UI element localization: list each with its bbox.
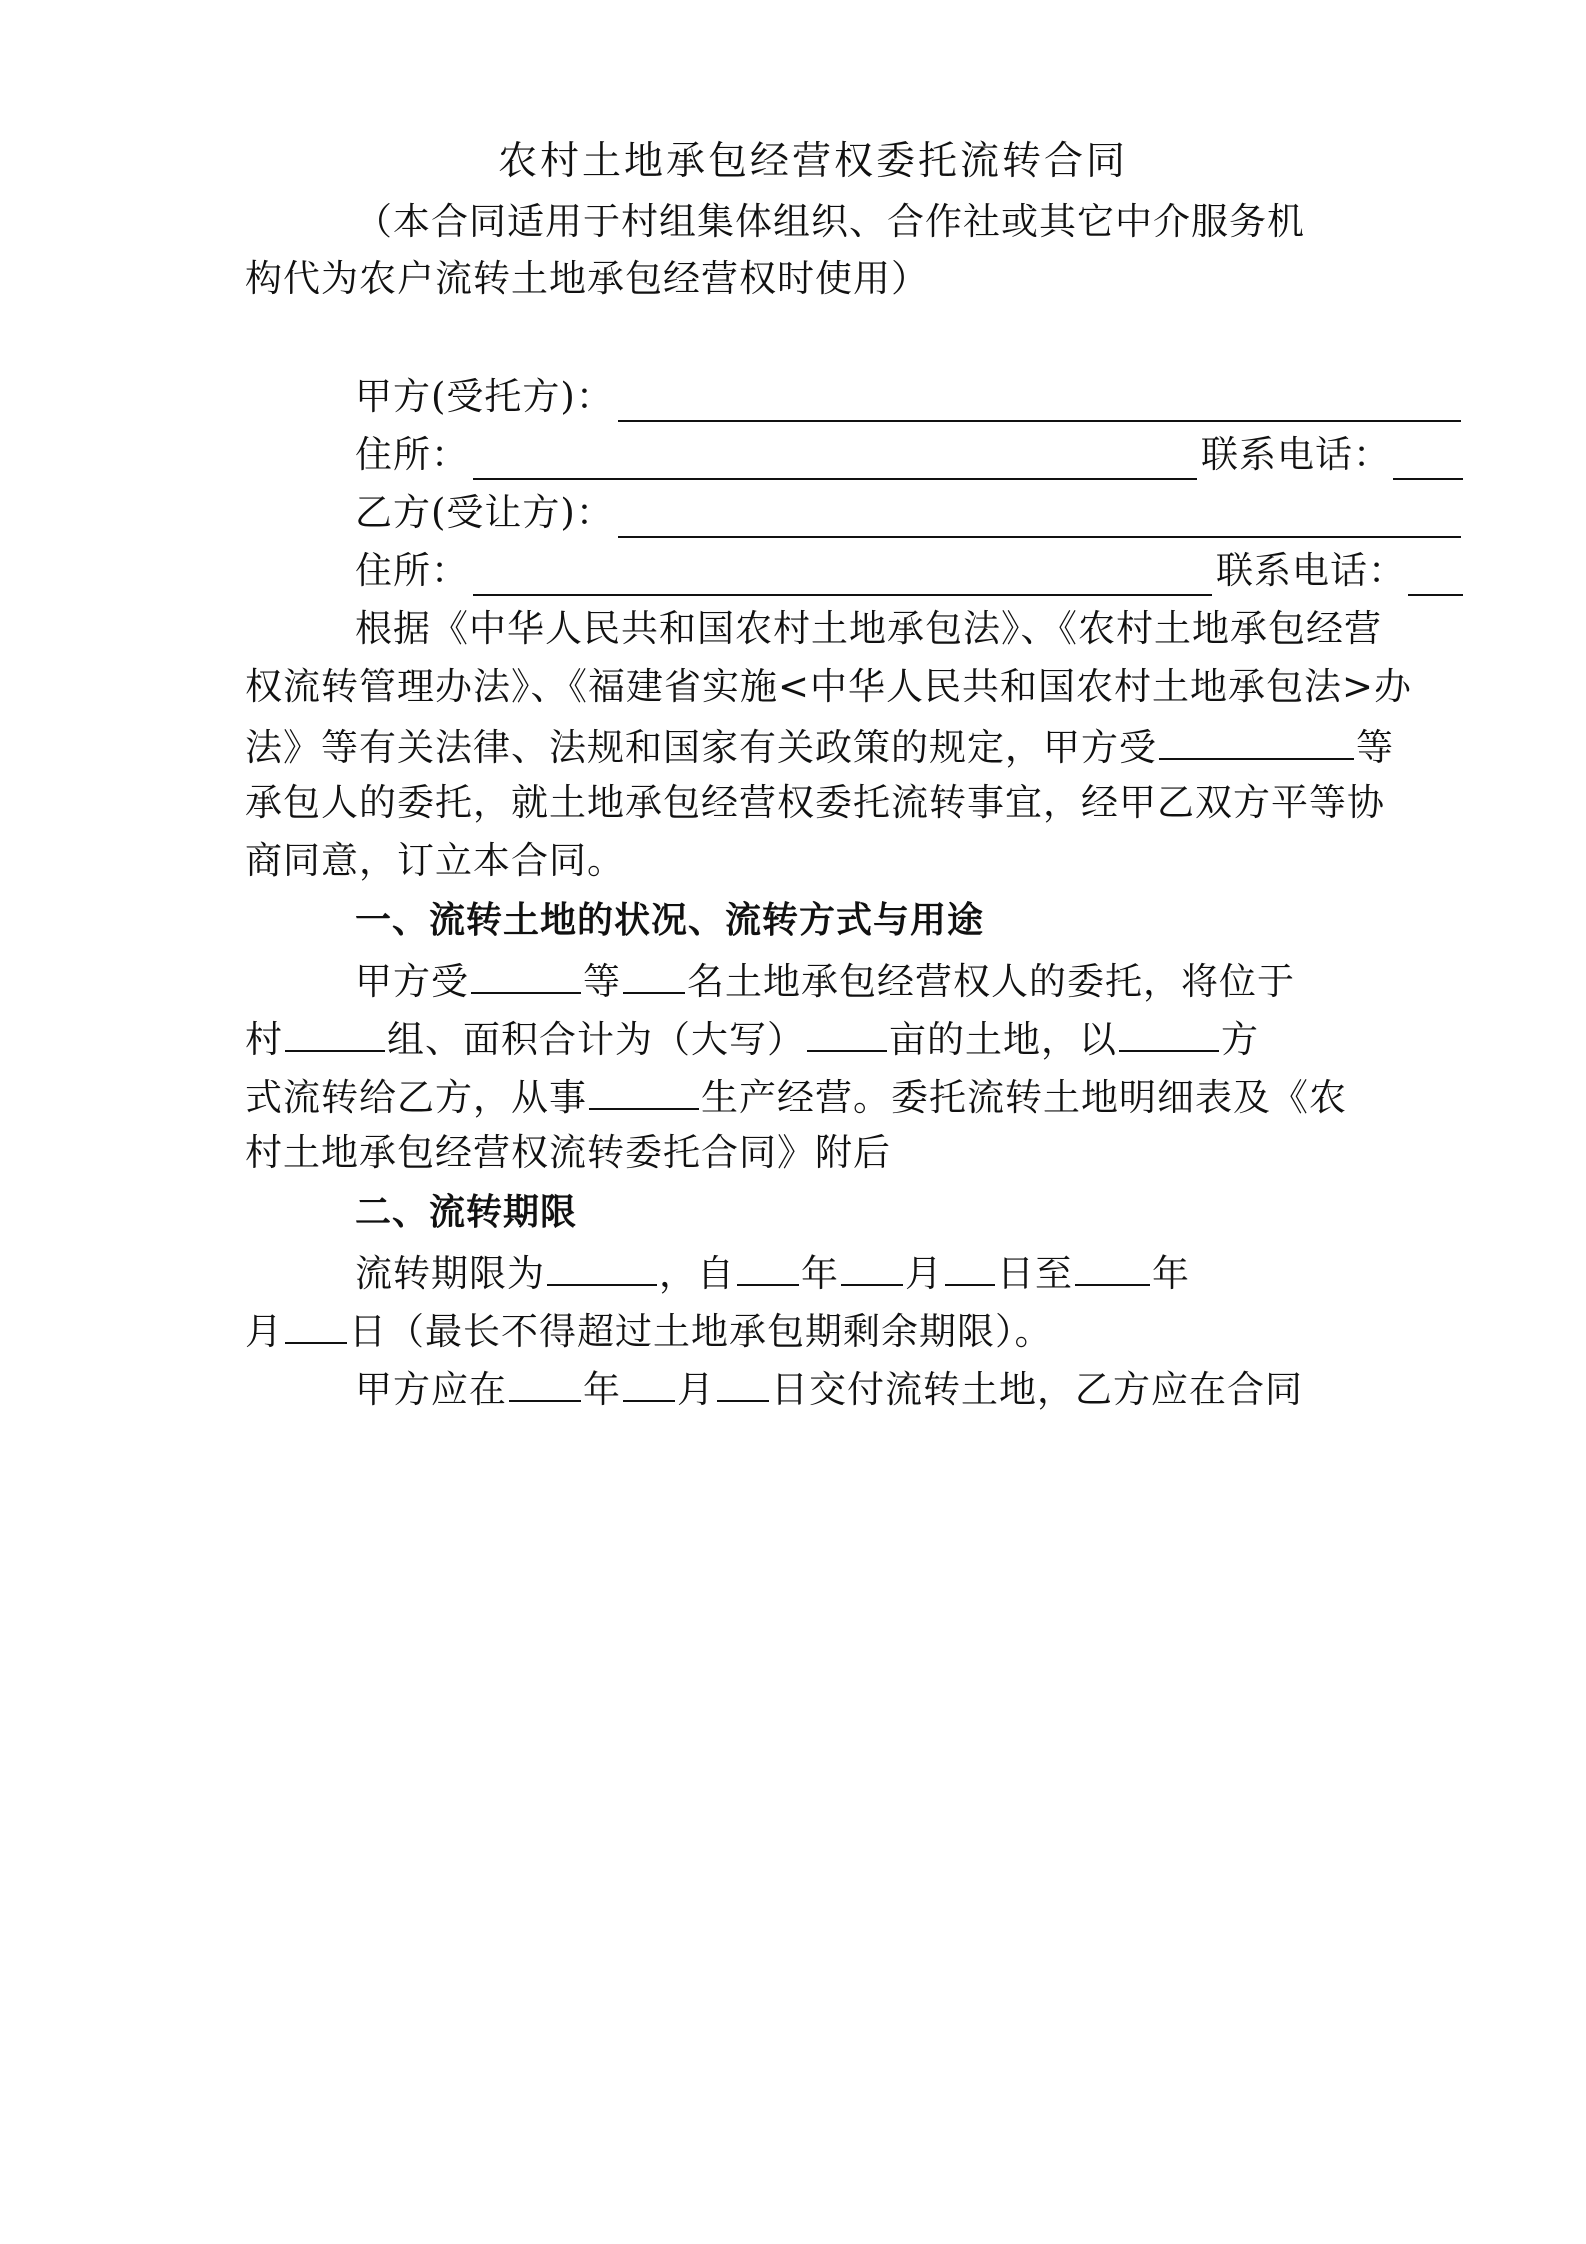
section-2-heading: 二、流转期限: [355, 1192, 578, 1233]
s2-text-period: 流转期限为: [355, 1252, 545, 1295]
section-1-line-2: [245, 1012, 1355, 1065]
s2-text-limit: 日（最长不得超过土地承包期剩余期限）。: [349, 1310, 1053, 1353]
section-1-line-4: 村土地承包经营权流转委托合同》附后: [245, 1131, 891, 1174]
address-blank-1: [473, 440, 1197, 480]
s1-text-b: 等: [583, 960, 621, 1003]
section-1-heading: 一、流转土地的状况、流转方式与用途: [355, 900, 985, 941]
s2-text-day-to: 日至: [997, 1252, 1073, 1295]
s2-blank-end-year: [1075, 1246, 1150, 1286]
s1-text-a: 甲方受: [355, 960, 469, 1003]
phone-label-1: 联系电话：: [1201, 433, 1391, 476]
intro-blank: [1159, 720, 1354, 760]
s1-blank-usage: [589, 1070, 699, 1110]
s1-blank-village: [285, 1012, 385, 1052]
subtitle-line-1: （本合同适用于村组集体组织、合作社或其它中介服务机: [355, 200, 1305, 243]
party-b-label: 乙方(受让方)：: [355, 491, 614, 534]
section-2-line-3: [245, 1362, 1465, 1415]
s2-blank-start-month: [841, 1246, 903, 1286]
party-b-row: [245, 488, 1465, 538]
s2-text-month-2: 月: [245, 1310, 283, 1353]
intro-line-3-text: 法》等有关法律、法规和国家有关政策的规定，甲方受: [245, 726, 1157, 769]
s1-blank-area: [807, 1012, 887, 1052]
s2-text-year-3: 年: [583, 1368, 621, 1411]
party-a-row: [245, 372, 1465, 422]
party-b-blank: [618, 498, 1461, 538]
intro-line-4: 承包人的委托，就土地承包经营权委托流转事宜，经甲乙双方平等协: [245, 781, 1385, 824]
address-blank-2: [473, 556, 1212, 596]
s2-text-year-2: 年: [1152, 1252, 1190, 1295]
address-label-1: 住所：: [355, 433, 469, 476]
s1-text-production: 生产经营。委托流转土地明细表及《农: [701, 1076, 1347, 1119]
intro-line-1: 根据《中华人民共和国农村土地承包法》、《农村土地承包经营: [355, 607, 1382, 650]
party-a-label: 甲方(受托方)：: [355, 375, 614, 418]
s2-text-delivery: 甲方应在: [355, 1368, 507, 1411]
intro-line-3: [245, 720, 1394, 773]
party-b-address-row: [245, 546, 1465, 596]
s2-text-year-1: 年: [801, 1252, 839, 1295]
s1-text-area: 组、面积合计为（大写）: [387, 1018, 805, 1061]
s2-text-month-1: 月: [905, 1252, 943, 1295]
intro-line-5: 商同意，订立本合同。: [245, 839, 625, 882]
phone-label-2: 联系电话：: [1216, 549, 1406, 592]
section-2-line-2: [245, 1304, 1355, 1357]
intro-line-2: 权流转管理办法》、《福建省实施<中华人民共和国农村土地承包法>办: [245, 665, 1413, 708]
s2-blank-start-year: [737, 1246, 799, 1286]
party-a-blank: [618, 382, 1461, 422]
s1-blank-count: [623, 954, 685, 994]
s2-blank-delivery-day: [717, 1362, 769, 1402]
intro-line-3-end: 等: [1356, 726, 1394, 769]
s1-text-fang: 方: [1221, 1018, 1259, 1061]
document-title: 农村土地承包经营权委托流转合同: [497, 139, 1128, 184]
phone-blank-2: [1408, 556, 1463, 596]
s2-text-month-3: 月: [677, 1368, 715, 1411]
section-2-line-1: [245, 1246, 1465, 1299]
s1-blank-method: [1119, 1012, 1219, 1052]
section-1-line-1: [245, 954, 1465, 1007]
subtitle-line-2: 构代为农户流转土地承包经营权时使用）: [245, 257, 929, 300]
s2-blank-delivery-month: [623, 1362, 675, 1402]
s1-text-mu: 亩的土地，以: [889, 1018, 1117, 1061]
s1-blank-entrusted-by: [471, 954, 581, 994]
phone-blank-1: [1393, 440, 1463, 480]
s2-text-delivery-end: 日交付流转土地，乙方应在合同: [771, 1368, 1303, 1411]
s1-text-c: 名土地承包经营权人的委托，将位于: [687, 960, 1295, 1003]
s2-blank-start-day: [945, 1246, 995, 1286]
s1-text-transfer: 式流转给乙方，从事: [245, 1076, 587, 1119]
section-1-line-3: [245, 1070, 1355, 1123]
s2-text-from: ，自: [659, 1252, 735, 1295]
s2-blank-period: [547, 1246, 657, 1286]
party-a-address-row: [245, 430, 1465, 480]
s2-blank-end-day: [285, 1304, 347, 1344]
address-label-2: 住所：: [355, 549, 469, 592]
s1-text-village: 村: [245, 1018, 283, 1061]
s2-blank-delivery-year: [509, 1362, 581, 1402]
